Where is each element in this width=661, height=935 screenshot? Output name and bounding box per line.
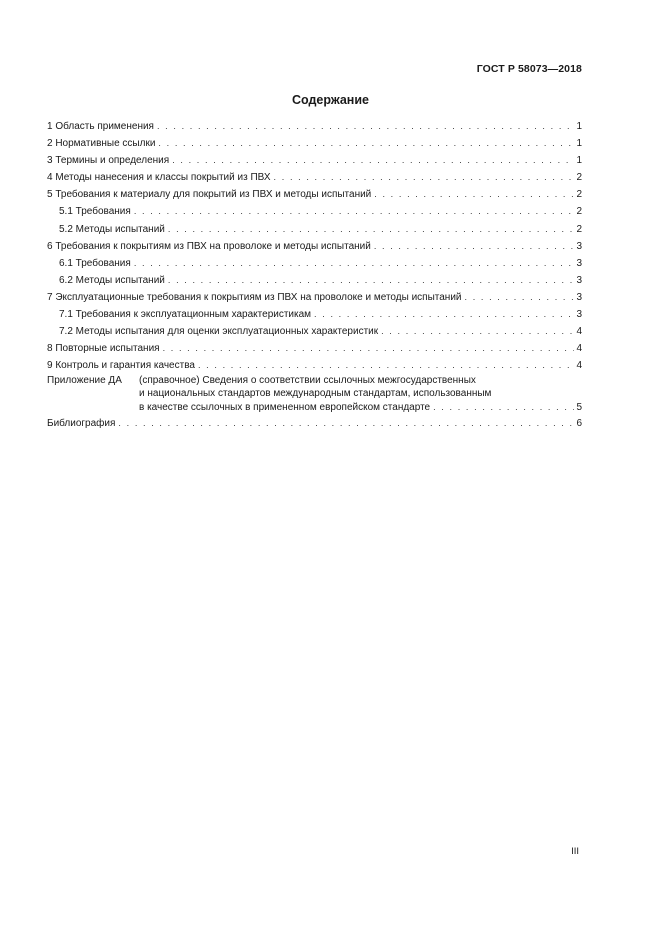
- toc-entry-page: 6: [576, 418, 582, 430]
- dot-leader: [314, 306, 574, 323]
- toc-entry-text: 3 Термины и определения: [47, 155, 170, 167]
- toc-entry[interactable]: [47, 357, 582, 374]
- toc-entry-page: 2: [576, 189, 582, 201]
- toc-entry-page: 1: [576, 138, 582, 150]
- toc-entry-page: 5: [576, 401, 582, 413]
- toc-entry-page: 2: [576, 223, 582, 235]
- toc-entry-text: 1 Область применения: [47, 121, 154, 132]
- toc-entry-page: 3: [576, 274, 582, 286]
- dot-leader: [163, 340, 575, 357]
- appendix-title-line: в качестве ссылочных в примененном европейском стандарте: [139, 401, 431, 413]
- dot-leader: [374, 238, 575, 255]
- toc-entry-page: 2: [576, 172, 582, 184]
- toc-entry-page: 3: [576, 257, 582, 269]
- toc-entry-page: 4: [576, 343, 582, 355]
- dot-leader: [433, 401, 574, 414]
- toc-entry-text: 5.2 Методы испытаний: [59, 223, 165, 235]
- toc-entry-page: 4: [576, 326, 582, 338]
- toc-entry-page: 3: [576, 309, 582, 321]
- toc-subentry[interactable]: [47, 323, 582, 340]
- toc-entry-text: 9 Контроль и гарантия качества: [47, 360, 195, 372]
- toc-entry[interactable]: [47, 169, 582, 186]
- dot-leader: [134, 255, 575, 272]
- toc-entry-page: 3: [576, 240, 582, 252]
- toc-subentry[interactable]: [47, 221, 582, 238]
- dot-leader: [381, 323, 574, 340]
- page-number: III: [571, 846, 579, 857]
- toc-entry-text: 8 Повторные испытания: [47, 343, 160, 355]
- dot-leader: [158, 135, 574, 152]
- toc-entry[interactable]: [47, 238, 582, 255]
- dot-leader: [118, 415, 574, 432]
- toc-entry-page: 4: [576, 360, 582, 372]
- toc-entry[interactable]: [47, 289, 582, 306]
- toc-entry[interactable]: [47, 186, 582, 203]
- toc-entry[interactable]: [47, 152, 582, 169]
- toc-entry-text: 5.1 Требования: [59, 206, 131, 218]
- toc-entry-text: 6 Требования к покрытиям из ПВХ на проволоке и методы испытаний: [47, 240, 371, 252]
- appendix-label: Приложение ДА: [47, 375, 122, 387]
- dot-leader: [374, 186, 574, 203]
- toc-entry-text: 6.2 Методы испытаний: [59, 274, 165, 286]
- toc-entry[interactable]: [47, 340, 582, 357]
- toc-subentry[interactable]: [47, 255, 582, 272]
- appendix-title-line: и национальных стандартов международным стандартам, использованным: [139, 388, 492, 399]
- toc-entry-text: Библиография: [47, 418, 116, 430]
- toc-entry[interactable]: [47, 118, 582, 135]
- toc-entry-page: 2: [576, 206, 582, 218]
- standard-number: ГОСТ Р 58073—2018: [476, 63, 582, 75]
- appendix-title-line: (справочное) Сведения о соответствии ссылочных межгосударственных: [139, 375, 476, 387]
- toc-entry-text: 2 Нормативные ссылки: [47, 138, 156, 150]
- toc-appendix-entry[interactable]: [47, 375, 582, 413]
- toc-entry-text: 4 Методы нанесения и классы покрытий из ПВХ: [47, 172, 271, 184]
- dot-leader: [168, 272, 575, 289]
- dot-leader: [274, 169, 575, 186]
- dot-leader: [157, 118, 574, 135]
- dot-leader: [168, 221, 575, 238]
- toc-subentry[interactable]: [47, 306, 582, 323]
- dot-leader: [198, 357, 574, 374]
- toc-entry-text: 7.1 Требования к эксплуатационным характеристикам: [59, 309, 312, 321]
- dot-leader: [172, 152, 574, 169]
- toc-entry[interactable]: [47, 135, 582, 152]
- toc-subentry[interactable]: [47, 272, 582, 289]
- toc-entry-text: 7.2 Методы испытания для оценки эксплуатационных характеристик: [59, 326, 379, 338]
- toc-entry-text: 7 Эксплуатационные требования к покрытиям из ПВХ на проволоке и методы испытаний: [47, 291, 462, 303]
- toc-entry-page: 1: [576, 121, 582, 132]
- toc-subentry[interactable]: [47, 203, 582, 220]
- toc-entry-text: 6.1 Требования: [59, 257, 131, 269]
- page-title: Содержание: [291, 93, 369, 107]
- dot-leader: [465, 289, 575, 306]
- table-of-contents: [47, 118, 582, 432]
- toc-entry-text: 5 Требования к материалу для покрытий из ПВХ и методы испытаний: [47, 189, 372, 201]
- toc-bibliography-entry[interactable]: [47, 415, 582, 432]
- toc-entry-page: 1: [576, 155, 582, 167]
- dot-leader: [134, 203, 575, 220]
- toc-entry-page: 3: [576, 291, 582, 303]
